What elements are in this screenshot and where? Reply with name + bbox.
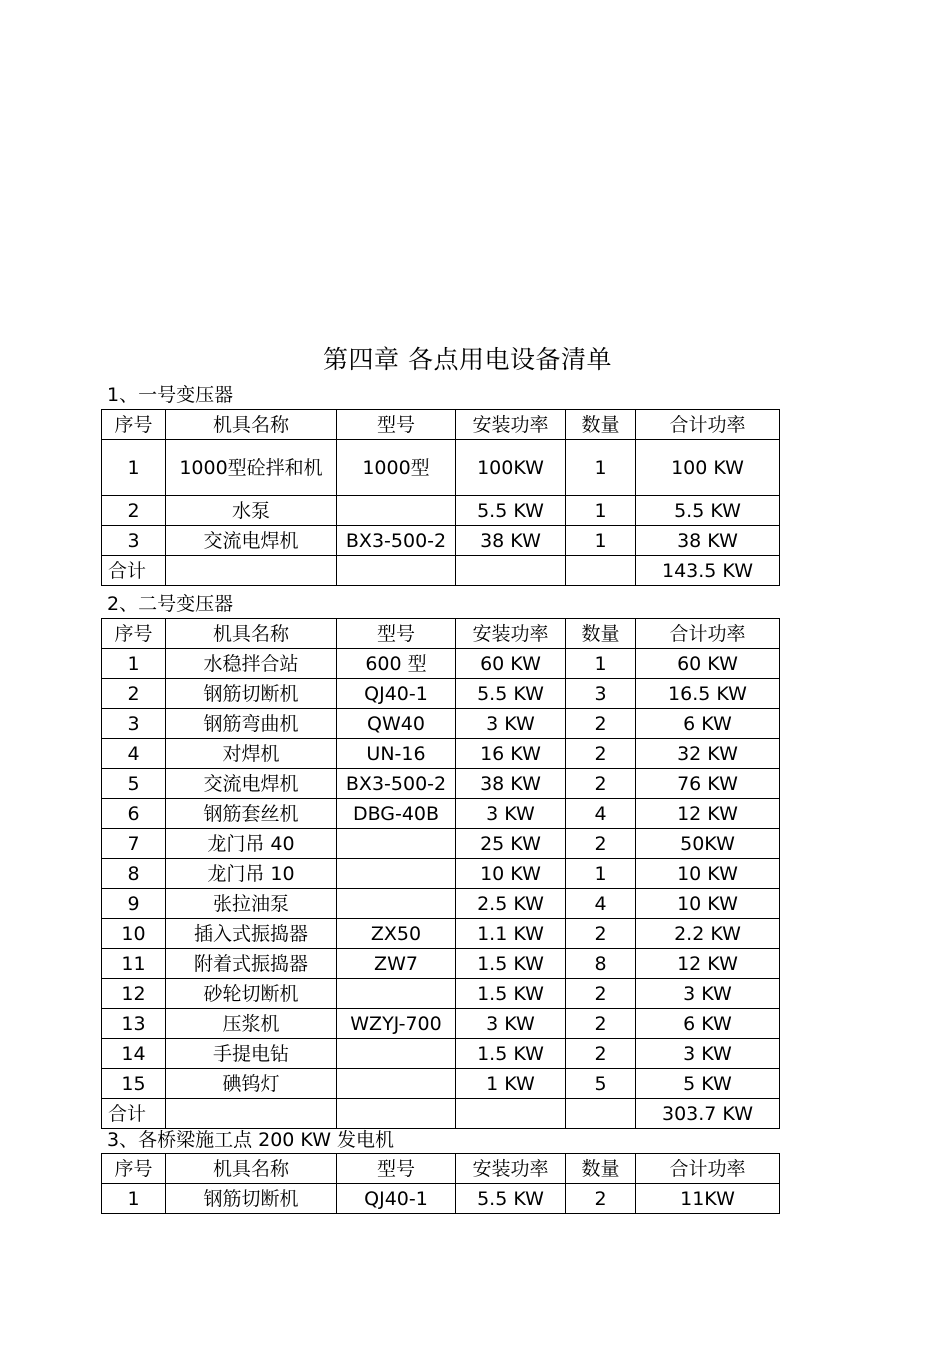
header-cell: 序号: [102, 619, 166, 649]
table-cell: 6 KW: [636, 709, 780, 739]
table-cell: 2: [566, 769, 636, 799]
table-cell: UN-16: [337, 739, 456, 769]
equipment-table-2: [101, 618, 780, 1129]
table-cell: 2: [566, 979, 636, 1009]
table-cell: 2: [566, 919, 636, 949]
table-cell: 砂轮切断机: [166, 979, 337, 1009]
table-row: [102, 679, 780, 709]
table-cell: ZX50: [337, 919, 456, 949]
equipment-table-1: [101, 409, 780, 586]
header-cell: 序号: [102, 410, 166, 440]
table-cell: WZYJ-700: [337, 1009, 456, 1039]
section-heading-1: 1、一号变压器: [107, 384, 234, 406]
table-cell: 对焊机: [166, 739, 337, 769]
table-cell: 10 KW: [636, 859, 780, 889]
table-cell: [166, 556, 337, 586]
table-cell: 1: [566, 496, 636, 526]
table-cell: 7: [102, 829, 166, 859]
table-cell: ZW7: [337, 949, 456, 979]
table-cell: 碘钨灯: [166, 1069, 337, 1099]
total-row: [102, 1099, 780, 1129]
table-cell: [337, 496, 456, 526]
table-cell: 4: [566, 889, 636, 919]
header-cell: 机具名称: [166, 619, 337, 649]
table-cell: 15: [102, 1069, 166, 1099]
header-cell: 型号: [337, 619, 456, 649]
table-cell: 14: [102, 1039, 166, 1069]
table-row: [102, 709, 780, 739]
table-cell: 3: [102, 709, 166, 739]
table-cell: 1000型砼拌和机: [166, 440, 337, 496]
table-cell: 附着式振捣器: [166, 949, 337, 979]
table-cell: 3 KW: [456, 799, 566, 829]
table-cell: QW40: [337, 709, 456, 739]
table-cell: [337, 1069, 456, 1099]
table-cell: 60 KW: [636, 649, 780, 679]
header-cell: 数量: [566, 1154, 636, 1184]
table-cell: 1000型: [337, 440, 456, 496]
table-cell: 5.5 KW: [456, 679, 566, 709]
table-row: [102, 1039, 780, 1069]
table-header-row: [102, 410, 780, 440]
section-heading-3: 3、各桥梁施工点 200 KW 发电机: [107, 1129, 395, 1151]
table-cell: 13: [102, 1009, 166, 1039]
table-cell: 38 KW: [456, 526, 566, 556]
table-cell: 4: [102, 739, 166, 769]
table-cell: 12: [102, 979, 166, 1009]
header-cell: 安装功率: [456, 619, 566, 649]
table-cell: 3 KW: [636, 1039, 780, 1069]
table-cell: 100KW: [456, 440, 566, 496]
table-cell: DBG-40B: [337, 799, 456, 829]
header-cell: 数量: [566, 619, 636, 649]
table-cell: 压浆机: [166, 1009, 337, 1039]
header-cell: 序号: [102, 1154, 166, 1184]
table-cell: 龙门吊 40: [166, 829, 337, 859]
table-cell: 1: [102, 1184, 166, 1214]
table-cell: 2: [566, 829, 636, 859]
table-cell: 25 KW: [456, 829, 566, 859]
table-row: [102, 919, 780, 949]
table-cell: 5.5 KW: [636, 496, 780, 526]
section-heading-2: 2、二号变压器: [107, 593, 234, 615]
table-cell: [566, 1099, 636, 1129]
table-cell: 1.5 KW: [456, 949, 566, 979]
header-cell: 合计功率: [636, 619, 780, 649]
table-cell: 10: [102, 919, 166, 949]
table-cell: QJ40-1: [337, 1184, 456, 1214]
table-cell: 1: [566, 526, 636, 556]
table-cell: 2: [566, 1009, 636, 1039]
table-row: [102, 526, 780, 556]
table-cell: 10 KW: [636, 889, 780, 919]
table-cell: 插入式振捣器: [166, 919, 337, 949]
table-cell: 1: [102, 440, 166, 496]
table-row: [102, 829, 780, 859]
table-row: [102, 799, 780, 829]
table-cell: 3 KW: [456, 709, 566, 739]
table-cell: 76 KW: [636, 769, 780, 799]
table-cell: 1: [102, 649, 166, 679]
table-cell: 交流电焊机: [166, 526, 337, 556]
table-cell: 5.5 KW: [456, 496, 566, 526]
table-cell: 1: [566, 649, 636, 679]
table-cell: 11KW: [636, 1184, 780, 1214]
table-cell: [337, 979, 456, 1009]
table-cell: 2: [102, 496, 166, 526]
header-cell: 机具名称: [166, 410, 337, 440]
table-cell: 3 KW: [636, 979, 780, 1009]
table-cell: 2: [566, 1039, 636, 1069]
table-row: [102, 496, 780, 526]
table-cell: 3 KW: [456, 1009, 566, 1039]
table-row: [102, 979, 780, 1009]
header-cell: 型号: [337, 410, 456, 440]
table-cell: 水泵: [166, 496, 337, 526]
total-row: [102, 556, 780, 586]
table-cell: [337, 556, 456, 586]
total-value: 303.7 KW: [636, 1099, 780, 1129]
table-cell: [337, 889, 456, 919]
table-cell: [337, 1039, 456, 1069]
table-row: [102, 949, 780, 979]
table-cell: 60 KW: [456, 649, 566, 679]
table-row: [102, 889, 780, 919]
header-cell: 安装功率: [456, 1154, 566, 1184]
table-cell: 38 KW: [636, 526, 780, 556]
table-cell: 6: [102, 799, 166, 829]
table-cell: [456, 1099, 566, 1129]
page-title: 第四章 各点用电设备清单: [323, 345, 612, 374]
table-cell: 5.5 KW: [456, 1184, 566, 1214]
equipment-table-3: [101, 1153, 780, 1214]
table-cell: BX3-500-2: [337, 526, 456, 556]
table-cell: 6 KW: [636, 1009, 780, 1039]
table-cell: 100 KW: [636, 440, 780, 496]
table-cell: 1.5 KW: [456, 1039, 566, 1069]
table-cell: 手提电钻: [166, 1039, 337, 1069]
table-cell: 50KW: [636, 829, 780, 859]
table-row: [102, 649, 780, 679]
table-cell: 3: [102, 526, 166, 556]
table-cell: 1: [566, 859, 636, 889]
table-cell: 钢筋切断机: [166, 679, 337, 709]
table-cell: 2: [566, 709, 636, 739]
table-cell: [337, 1099, 456, 1129]
total-value: 143.5 KW: [636, 556, 780, 586]
table-cell: BX3-500-2: [337, 769, 456, 799]
table-cell: 2: [102, 679, 166, 709]
table-row: [102, 769, 780, 799]
table-cell: 10 KW: [456, 859, 566, 889]
table-row: [102, 1184, 780, 1214]
table-cell: 水稳拌合站: [166, 649, 337, 679]
table-cell: [166, 1099, 337, 1129]
header-cell: 数量: [566, 410, 636, 440]
table-cell: 钢筋切断机: [166, 1184, 337, 1214]
table-row: [102, 1069, 780, 1099]
total-label: 合计: [102, 556, 166, 586]
table-cell: 12 KW: [636, 799, 780, 829]
table-cell: 龙门吊 10: [166, 859, 337, 889]
table-cell: 张拉油泵: [166, 889, 337, 919]
table-row: [102, 1009, 780, 1039]
header-cell: 机具名称: [166, 1154, 337, 1184]
table-cell: QJ40-1: [337, 679, 456, 709]
table-cell: [566, 556, 636, 586]
header-cell: 合计功率: [636, 1154, 780, 1184]
table-cell: 2.5 KW: [456, 889, 566, 919]
table-cell: 钢筋套丝机: [166, 799, 337, 829]
table-cell: [337, 859, 456, 889]
table-row: [102, 859, 780, 889]
table-cell: 9: [102, 889, 166, 919]
table-cell: 钢筋弯曲机: [166, 709, 337, 739]
total-label: 合计: [102, 1099, 166, 1129]
header-cell: 安装功率: [456, 410, 566, 440]
header-cell: 合计功率: [636, 410, 780, 440]
table-cell: 1.1 KW: [456, 919, 566, 949]
table-cell: 1 KW: [456, 1069, 566, 1099]
table-cell: 16.5 KW: [636, 679, 780, 709]
table-cell: [456, 556, 566, 586]
table-cell: 交流电焊机: [166, 769, 337, 799]
table-cell: 600 型: [337, 649, 456, 679]
table-cell: 16 KW: [456, 739, 566, 769]
table-cell: 38 KW: [456, 769, 566, 799]
table-cell: 11: [102, 949, 166, 979]
table-cell: 8: [566, 949, 636, 979]
table-cell: 4: [566, 799, 636, 829]
table-header-row: [102, 1154, 780, 1184]
table-cell: 5: [566, 1069, 636, 1099]
table-cell: 3: [566, 679, 636, 709]
table-cell: [337, 829, 456, 859]
table-cell: 8: [102, 859, 166, 889]
table-row: [102, 440, 780, 496]
table-cell: 2.2 KW: [636, 919, 780, 949]
table-cell: 2: [566, 1184, 636, 1214]
table-cell: 12 KW: [636, 949, 780, 979]
header-cell: 型号: [337, 1154, 456, 1184]
table-cell: 5: [102, 769, 166, 799]
table-cell: 2: [566, 739, 636, 769]
table-cell: 1: [566, 440, 636, 496]
table-header-row: [102, 619, 780, 649]
table-cell: 32 KW: [636, 739, 780, 769]
table-cell: 5 KW: [636, 1069, 780, 1099]
table-row: [102, 739, 780, 769]
table-cell: 1.5 KW: [456, 979, 566, 1009]
